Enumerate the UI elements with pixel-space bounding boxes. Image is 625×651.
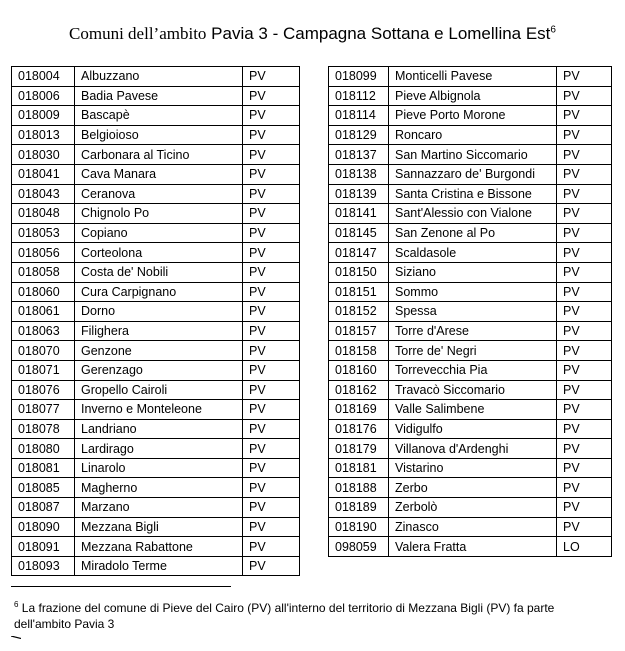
- comune-code: 018093: [12, 556, 75, 576]
- title-ambito-name: Pavia 3 - Campagna Sottana e Lomellina Est: [211, 24, 551, 43]
- table-row: [12, 86, 300, 106]
- province-code: PV: [557, 517, 612, 537]
- table-row: [329, 400, 612, 420]
- province-code: PV: [243, 282, 300, 302]
- comune-code: 018112: [329, 86, 389, 106]
- province-code: PV: [557, 341, 612, 361]
- comune-name: Torrevecchia Pia: [389, 360, 557, 380]
- comune-name: Corteolona: [75, 243, 243, 263]
- comune-name: Zinasco: [389, 517, 557, 537]
- comune-code: 018060: [12, 282, 75, 302]
- table-row: [329, 145, 612, 165]
- comune-name: Zerbo: [389, 478, 557, 498]
- comune-name: Costa de' Nobili: [75, 262, 243, 282]
- comune-code: 018048: [12, 204, 75, 224]
- comune-name: Marzano: [75, 498, 243, 518]
- table-row: [12, 458, 300, 478]
- province-code: PV: [557, 164, 612, 184]
- province-code: PV: [557, 223, 612, 243]
- comune-name: Carbonara al Ticino: [75, 145, 243, 165]
- province-code: PV: [557, 321, 612, 341]
- comune-code: 018070: [12, 341, 75, 361]
- province-code: PV: [557, 184, 612, 204]
- comune-code: 018169: [329, 400, 389, 420]
- comune-code: 018162: [329, 380, 389, 400]
- table-row: [329, 262, 612, 282]
- table-row: [12, 164, 300, 184]
- table-row: [12, 106, 300, 126]
- comune-code: 018139: [329, 184, 389, 204]
- table-row: [12, 419, 300, 439]
- table-row: [329, 125, 612, 145]
- table-row: [12, 537, 300, 557]
- table-row: [329, 67, 612, 87]
- province-code: PV: [243, 498, 300, 518]
- province-code: PV: [243, 341, 300, 361]
- table-row: [12, 439, 300, 459]
- table-row: [329, 537, 612, 557]
- comune-code: 018099: [329, 67, 389, 87]
- province-code: PV: [243, 125, 300, 145]
- title-footnote-ref: 6: [550, 24, 556, 36]
- table-row: [12, 262, 300, 282]
- comune-name: Villanova d'Ardenghi: [389, 439, 557, 459]
- comune-code: 018188: [329, 478, 389, 498]
- comune-name: Gropello Cairoli: [75, 380, 243, 400]
- comune-name: Spessa: [389, 302, 557, 322]
- comune-code: 018053: [12, 223, 75, 243]
- comune-name: Albuzzano: [75, 67, 243, 87]
- table-row: [12, 517, 300, 537]
- comune-name: Scaldasole: [389, 243, 557, 263]
- comune-name: Sant'Alessio con Vialone: [389, 204, 557, 224]
- table-row: [12, 556, 300, 576]
- comune-code: 018151: [329, 282, 389, 302]
- comune-code: 018080: [12, 439, 75, 459]
- province-code: PV: [243, 145, 300, 165]
- province-code: PV: [557, 282, 612, 302]
- province-code: PV: [557, 67, 612, 87]
- province-code: PV: [557, 243, 612, 263]
- province-code: PV: [243, 517, 300, 537]
- comune-name: Dorno: [75, 302, 243, 322]
- comune-name: San Zenone al Po: [389, 223, 557, 243]
- comune-code: 018087: [12, 498, 75, 518]
- comune-name: Cava Manara: [75, 164, 243, 184]
- comune-name: Miradolo Terme: [75, 556, 243, 576]
- table-row: [12, 67, 300, 87]
- comune-code: 018076: [12, 380, 75, 400]
- table-row: [12, 341, 300, 361]
- comune-code: 018056: [12, 243, 75, 263]
- table-row: [329, 223, 612, 243]
- province-code: PV: [243, 164, 300, 184]
- comune-name: Badia Pavese: [75, 86, 243, 106]
- table-row: [329, 243, 612, 263]
- comune-code: 018061: [12, 302, 75, 322]
- comune-code: 018004: [12, 67, 75, 87]
- province-code: PV: [557, 302, 612, 322]
- comune-code: 018071: [12, 360, 75, 380]
- page-title: [0, 24, 625, 44]
- comune-name: Santa Cristina e Bissone: [389, 184, 557, 204]
- table-row: [329, 439, 612, 459]
- table-row: [12, 478, 300, 498]
- comune-code: 018179: [329, 439, 389, 459]
- comune-name: Valera Fratta: [389, 537, 557, 557]
- footnote-text: La frazione del comune di Pieve del Cairo (PV) all'interno del territorio di Mezzana Bigli (PV) fa parte dell'ambito Pavia 3: [14, 601, 555, 631]
- comune-name: Sannazzaro de' Burgondi: [389, 164, 557, 184]
- province-code: PV: [243, 302, 300, 322]
- comune-code: 018030: [12, 145, 75, 165]
- comune-name: Linarolo: [75, 458, 243, 478]
- table-row: [12, 400, 300, 420]
- province-code: PV: [243, 262, 300, 282]
- table-row: [329, 282, 612, 302]
- comune-name: Vistarino: [389, 458, 557, 478]
- comune-code: 018145: [329, 223, 389, 243]
- comune-code: 018138: [329, 164, 389, 184]
- province-code: LO: [557, 537, 612, 557]
- province-code: PV: [243, 419, 300, 439]
- province-code: PV: [243, 400, 300, 420]
- comune-code: 018081: [12, 458, 75, 478]
- comune-name: Gerenzago: [75, 360, 243, 380]
- comune-code: 018078: [12, 419, 75, 439]
- comune-name: Monticelli Pavese: [389, 67, 557, 87]
- comune-name: Torre d'Arese: [389, 321, 557, 341]
- comune-code: 018058: [12, 262, 75, 282]
- comune-code: 018157: [329, 321, 389, 341]
- province-code: PV: [557, 458, 612, 478]
- table-row: [329, 86, 612, 106]
- comune-code: 018114: [329, 106, 389, 126]
- province-code: PV: [243, 556, 300, 576]
- table-row: [12, 282, 300, 302]
- province-code: PV: [243, 537, 300, 557]
- province-code: PV: [557, 145, 612, 165]
- comune-code: 018150: [329, 262, 389, 282]
- comune-name: Landriano: [75, 419, 243, 439]
- comune-name: Belgioioso: [75, 125, 243, 145]
- table-row: [329, 106, 612, 126]
- comune-name: Chignolo Po: [75, 204, 243, 224]
- comune-code: 018137: [329, 145, 389, 165]
- province-code: PV: [243, 86, 300, 106]
- comune-name: Sommo: [389, 282, 557, 302]
- comune-code: 018077: [12, 400, 75, 420]
- comune-name: Travacò Siccomario: [389, 380, 557, 400]
- comune-name: Zerbolò: [389, 498, 557, 518]
- table-row: [12, 380, 300, 400]
- province-code: PV: [243, 321, 300, 341]
- table-row: [12, 360, 300, 380]
- table-row: [12, 145, 300, 165]
- comune-code: 018129: [329, 125, 389, 145]
- comune-code: 018013: [12, 125, 75, 145]
- province-code: PV: [557, 419, 612, 439]
- comune-code: 018090: [12, 517, 75, 537]
- table-row: [12, 321, 300, 341]
- comune-code: 018063: [12, 321, 75, 341]
- province-code: PV: [557, 262, 612, 282]
- table-row: [329, 360, 612, 380]
- comune-code: 018189: [329, 498, 389, 518]
- province-code: PV: [243, 439, 300, 459]
- comune-code: 018152: [329, 302, 389, 322]
- comune-code: 018006: [12, 86, 75, 106]
- comune-name: Filighera: [75, 321, 243, 341]
- province-code: PV: [243, 184, 300, 204]
- comune-name: Torre de' Negri: [389, 341, 557, 361]
- comune-code: 018181: [329, 458, 389, 478]
- table-row: [329, 302, 612, 322]
- comune-name: Mezzana Rabattone: [75, 537, 243, 557]
- comune-name: Mezzana Bigli: [75, 517, 243, 537]
- province-code: PV: [243, 458, 300, 478]
- table-row: [329, 498, 612, 518]
- comune-code: 018085: [12, 478, 75, 498]
- table-row: [329, 458, 612, 478]
- table-row: [329, 419, 612, 439]
- province-code: PV: [557, 125, 612, 145]
- comune-name: Valle Salimbene: [389, 400, 557, 420]
- comune-name: Pieve Porto Morone: [389, 106, 557, 126]
- province-code: PV: [243, 67, 300, 87]
- province-code: PV: [243, 204, 300, 224]
- comune-code: 098059: [329, 537, 389, 557]
- table-row: [12, 204, 300, 224]
- province-code: PV: [557, 400, 612, 420]
- comune-name: Cura Carpignano: [75, 282, 243, 302]
- comune-name: Genzone: [75, 341, 243, 361]
- comune-name: Siziano: [389, 262, 557, 282]
- comune-name: Copiano: [75, 223, 243, 243]
- province-code: PV: [557, 498, 612, 518]
- comune-name: Magherno: [75, 478, 243, 498]
- table-row: [329, 380, 612, 400]
- table-row: [12, 498, 300, 518]
- table-row: [329, 164, 612, 184]
- footnote: [14, 597, 604, 632]
- comune-code: 018091: [12, 537, 75, 557]
- table-row: [329, 204, 612, 224]
- table-row: [12, 184, 300, 204]
- table-row: [329, 517, 612, 537]
- title-prefix: Comuni dell’ambito: [69, 24, 207, 43]
- comune-code: 018158: [329, 341, 389, 361]
- comune-name: Ceranova: [75, 184, 243, 204]
- table-row: [329, 321, 612, 341]
- province-code: PV: [243, 380, 300, 400]
- comune-code: 018041: [12, 164, 75, 184]
- comuni-table-right: [328, 66, 612, 557]
- table-row: [329, 184, 612, 204]
- comune-code: 018141: [329, 204, 389, 224]
- table-row: [12, 125, 300, 145]
- comune-name: Lardirago: [75, 439, 243, 459]
- comune-code: 018176: [329, 419, 389, 439]
- comune-code: 018043: [12, 184, 75, 204]
- comune-name: Vidigulfo: [389, 419, 557, 439]
- province-code: PV: [243, 360, 300, 380]
- footnote-number: 6: [14, 600, 19, 609]
- province-code: PV: [557, 380, 612, 400]
- comune-name: Bascapè: [75, 106, 243, 126]
- comune-name: Inverno e Monteleone: [75, 400, 243, 420]
- comune-code: 018190: [329, 517, 389, 537]
- table-row: [12, 302, 300, 322]
- province-code: PV: [557, 106, 612, 126]
- table-row: [12, 223, 300, 243]
- province-code: PV: [557, 86, 612, 106]
- province-code: PV: [243, 106, 300, 126]
- comuni-table-left: [11, 66, 300, 576]
- table-row: [329, 478, 612, 498]
- table-row: [329, 341, 612, 361]
- comune-code: 018160: [329, 360, 389, 380]
- table-row: [12, 243, 300, 263]
- comune-code: 018147: [329, 243, 389, 263]
- province-code: PV: [557, 360, 612, 380]
- scan-mark-icon: [11, 636, 21, 639]
- comune-name: San Martino Siccomario: [389, 145, 557, 165]
- province-code: PV: [243, 223, 300, 243]
- province-code: PV: [557, 439, 612, 459]
- province-code: PV: [243, 243, 300, 263]
- footnote-separator: [11, 586, 231, 587]
- comune-code: 018009: [12, 106, 75, 126]
- province-code: PV: [243, 478, 300, 498]
- comune-name: Roncaro: [389, 125, 557, 145]
- province-code: PV: [557, 204, 612, 224]
- province-code: PV: [557, 478, 612, 498]
- comune-name: Pieve Albignola: [389, 86, 557, 106]
